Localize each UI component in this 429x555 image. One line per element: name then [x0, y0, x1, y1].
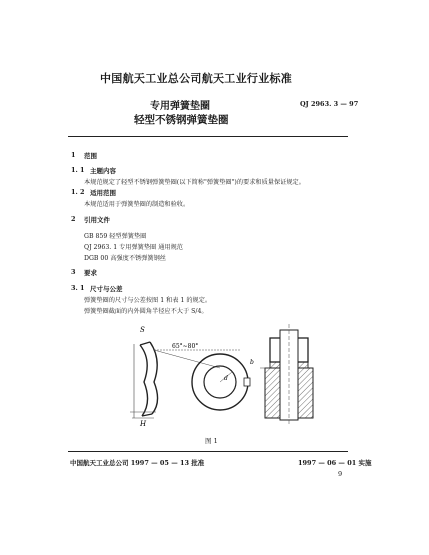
section-1-2-text: 本规范适用于弹簧垫圈的制造和验收。	[84, 201, 190, 208]
reference-qj2963-1: QJ 2963. 1 专用弹簧垫圈 通用规范	[84, 244, 183, 251]
section-3-1-number: 3. 1	[71, 284, 85, 292]
section-1-title: 范围	[84, 152, 97, 160]
title-line-2: 轻型不锈钢弹簧垫圈	[134, 114, 229, 126]
washer-top-view	[192, 354, 250, 410]
reference-dgb00: DGB 00 高强度不锈弹簧钢丝	[84, 255, 166, 262]
angle-label: 65°~80°	[172, 343, 199, 350]
figure-1-drawing	[120, 320, 330, 430]
washer-side-view	[130, 342, 158, 418]
footer-rule	[68, 451, 348, 452]
label-d: d	[224, 375, 228, 382]
section-1-2-title: 适用范围	[90, 189, 116, 197]
page-number: 9	[338, 470, 343, 478]
section-2-title: 引用文件	[84, 216, 110, 224]
reference-gb859: GB 859 轻型弹簧垫圈	[84, 233, 147, 240]
standard-number: QJ 2963. 3 — 97	[300, 100, 359, 108]
section-2-number: 2	[71, 215, 76, 223]
section-1-2-number: 1. 2	[71, 188, 85, 196]
effective-date: 1997 — 06 — 01 实施	[298, 459, 372, 467]
section-1-number: 1	[71, 151, 76, 159]
section-1-1-number: 1. 1	[71, 166, 85, 174]
label-b: b	[250, 359, 254, 366]
header-rule	[68, 136, 348, 137]
section-3-1-text-2: 弹簧垫圈截面的内外圆角半径应不大于 S/4。	[84, 308, 208, 315]
label-s: S	[140, 326, 145, 334]
section-3-1-title: 尺寸与公差	[90, 285, 123, 293]
bolt-assembly-view	[260, 324, 313, 424]
section-3-1-text-1: 弹簧垫圈的尺寸与公差按图 1 和表 1 的规定。	[84, 297, 212, 304]
section-3-title: 要求	[84, 269, 97, 277]
section-1-1-title: 主题内容	[90, 167, 116, 175]
section-1-1-text: 本规范规定了轻型不锈钢弹簧垫圈(以下简称"弹簧垫圈")的要求和质量保证规定。	[84, 179, 305, 186]
issuing-organization: 中国航天工业总公司航天工业行业标准	[100, 72, 293, 85]
approval-statement: 中国航天工业总公司 1997 — 05 — 13 批准	[70, 459, 205, 467]
figure-caption: 图 1	[205, 437, 218, 445]
label-h: H	[140, 420, 147, 428]
section-3-number: 3	[71, 268, 76, 276]
title-line-1: 专用弹簧垫圈	[150, 101, 210, 112]
